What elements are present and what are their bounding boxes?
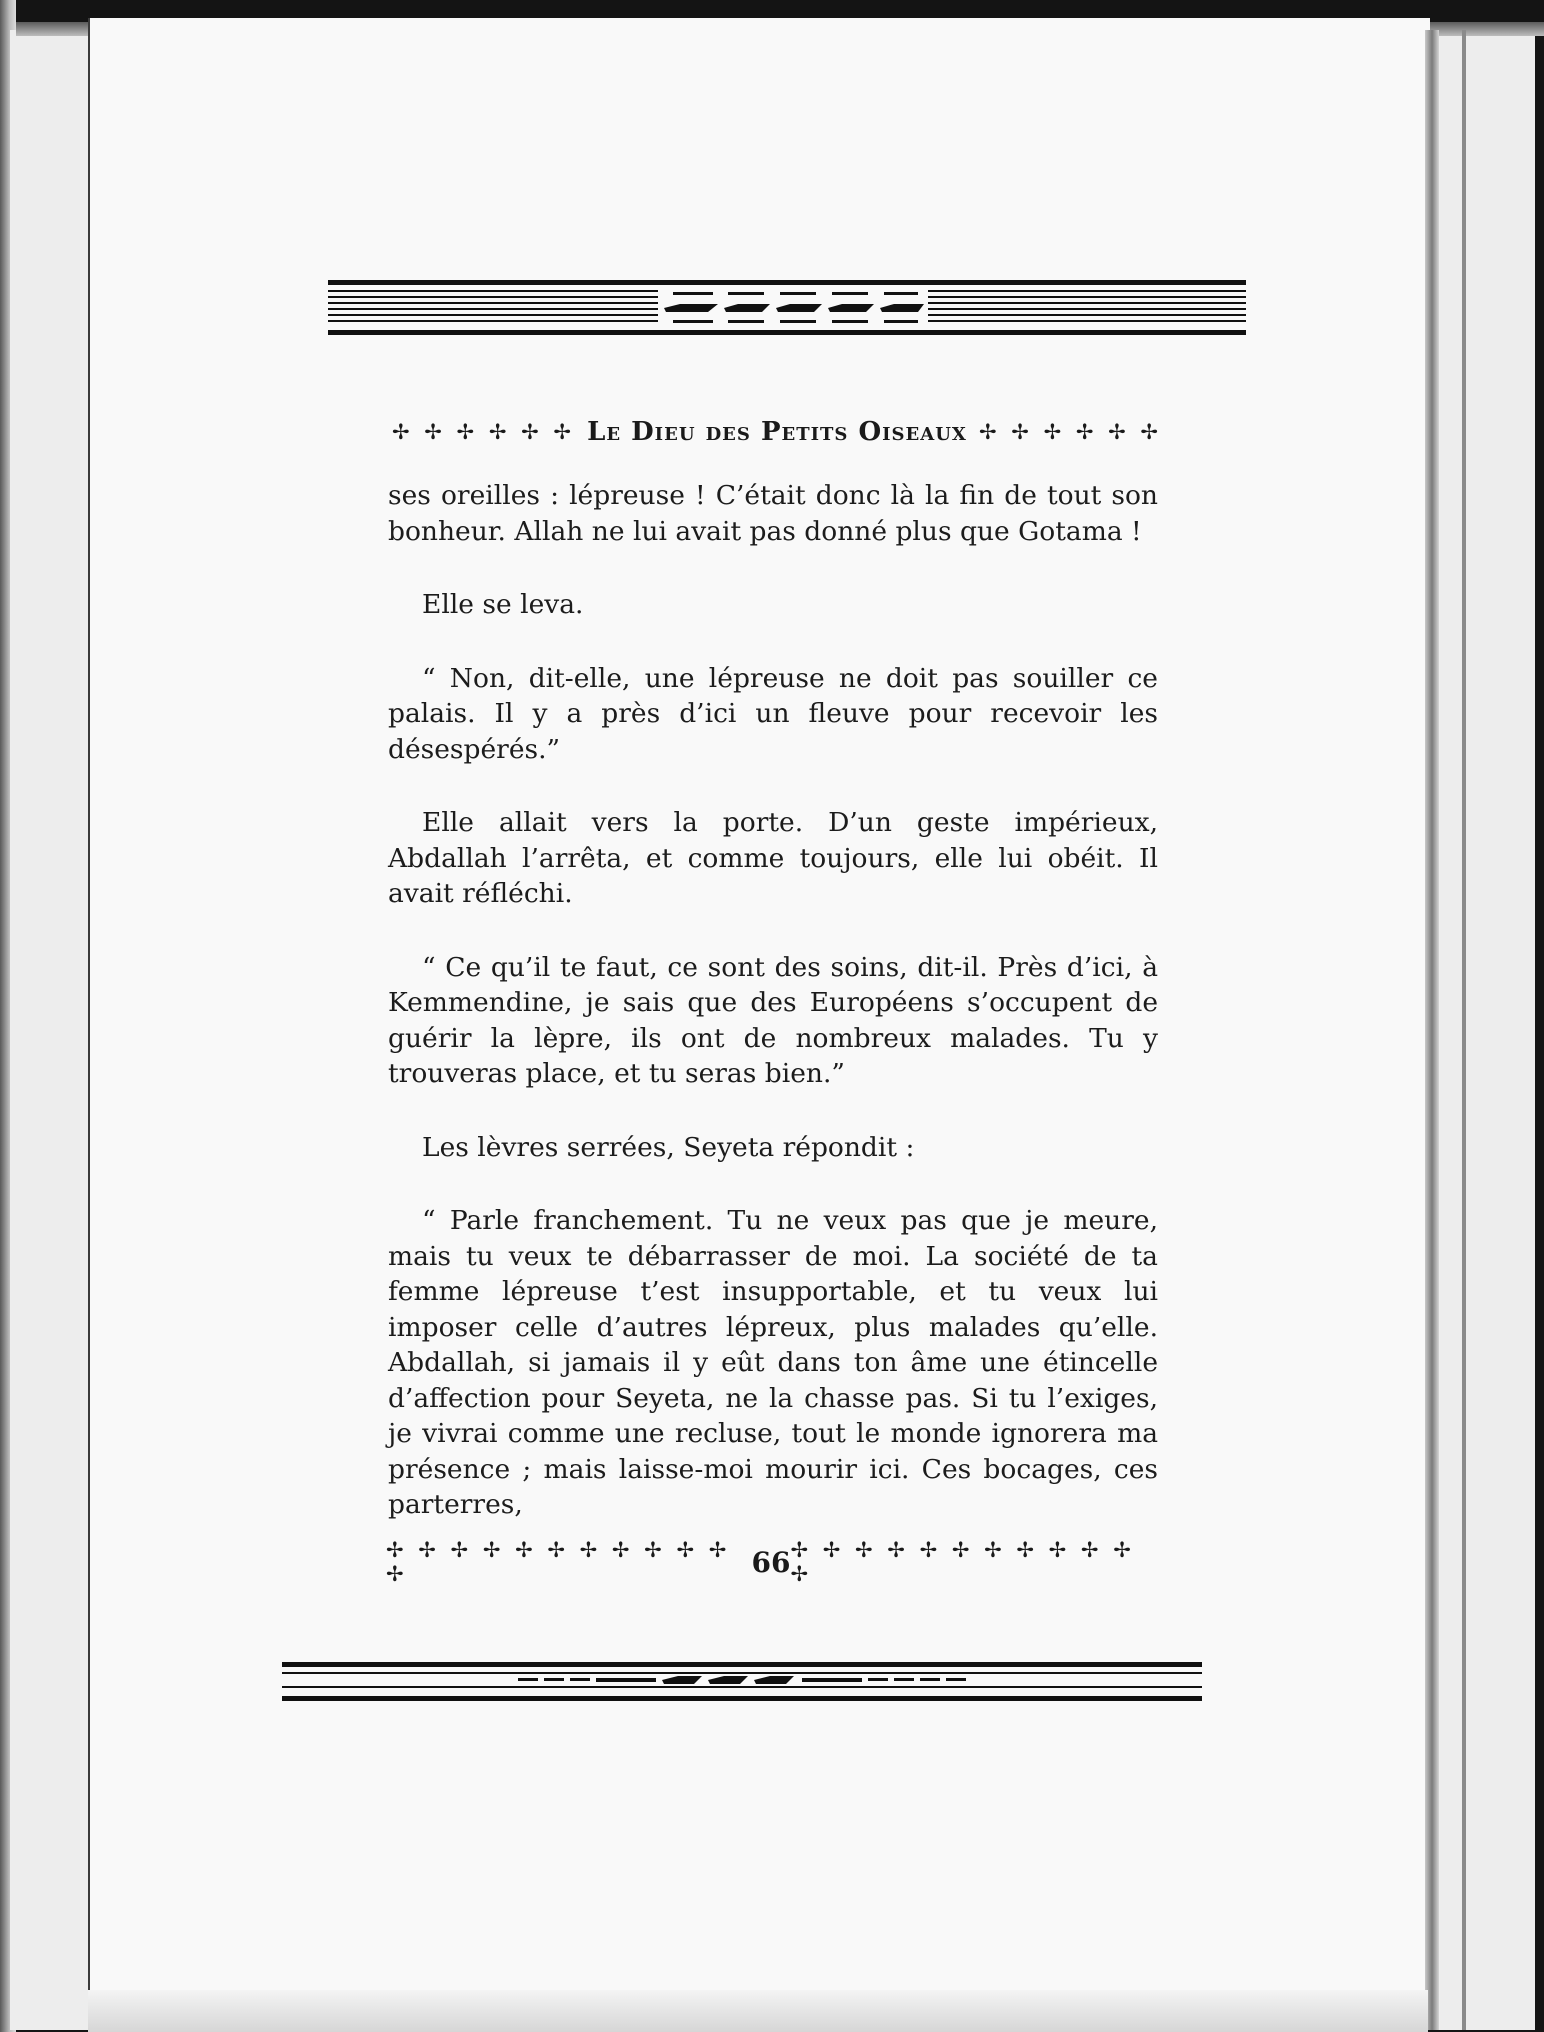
paragraph: Les lèvres serrées, Seyeta répondit : <box>422 1131 915 1163</box>
page-footer <box>386 1540 1156 1584</box>
paragraph: Elle allait vers la porte. D’un geste impérieux, Abdallah l’arrêta, et comme toujours, elle lui obéit. Il avait réfléchi. <box>388 807 1158 909</box>
top-ornamental-rule <box>328 278 1246 340</box>
bottom-ornamental-rule <box>282 1660 1202 1704</box>
page-number: 66 <box>751 1545 791 1579</box>
paragraph: “ Parle franchement. Tu ne veux pas que je meure, mais tu veux te débarrasser de moi. La société de ta femme lépreuse t’est insupportable, et tu veux lui imposer celle d’autres lépreux, plus malades qu’elle. Abdallah, si jamais il y eût dans ton âme une étincelle d’affection pour Seyeta, ne la chasse pas. Si tu l’exiges, je vivrai comme une recluse, tout le monde ignorera ma présence ; mais laisse-moi mourir ici. Ces bocages, ces parterres, <box>388 1205 1158 1520</box>
page-edge-line <box>1462 30 1466 2030</box>
paragraph: ses oreilles : lépreuse ! C’était donc là la fin de tout son bonheur. Allah ne lui avait pas donné plus que Gotama ! <box>388 480 1158 547</box>
page-fold-shadow <box>1425 30 1439 2030</box>
body-text <box>388 478 1158 1523</box>
paragraph: Elle se leva. <box>422 589 584 620</box>
running-head <box>392 410 1162 454</box>
ornament-crosses-right: ✢ ✢ ✢ ✢ ✢ ✢ <box>979 420 1162 444</box>
running-title: Le Dieu des Petits Oiseaux <box>587 417 967 447</box>
page-bottom-shade <box>88 1990 1428 2032</box>
ornament-crosses-right: ✢ ✢ ✢ ✢ ✢ ✢ ✢ ✢ ✢ ✢ ✢ ✢ <box>790 1538 1135 1586</box>
paragraph: “ Ce qu’il te faut, ce sont des soins, dit-il. Près d’ici, à Kemmendine, je sais que des Européens s’occupent de guérir la lèpre, ils ont de nombreux malades. Tu y trouveras place, et tu seras bien.” <box>388 951 1158 1089</box>
ornament-crosses-left: ✢ ✢ ✢ ✢ ✢ ✢ <box>392 420 575 444</box>
paragraph: “ Non, dit-elle, une lépreuse ne doit pas souiller ce palais. Il y a près d’ici un fleuve pour recevoir les désespérés.” <box>388 662 1158 765</box>
ornament-crosses-left: ✢ ✢ ✢ ✢ ✢ ✢ ✢ ✢ ✢ ✢ ✢ ✢ <box>386 1538 731 1586</box>
